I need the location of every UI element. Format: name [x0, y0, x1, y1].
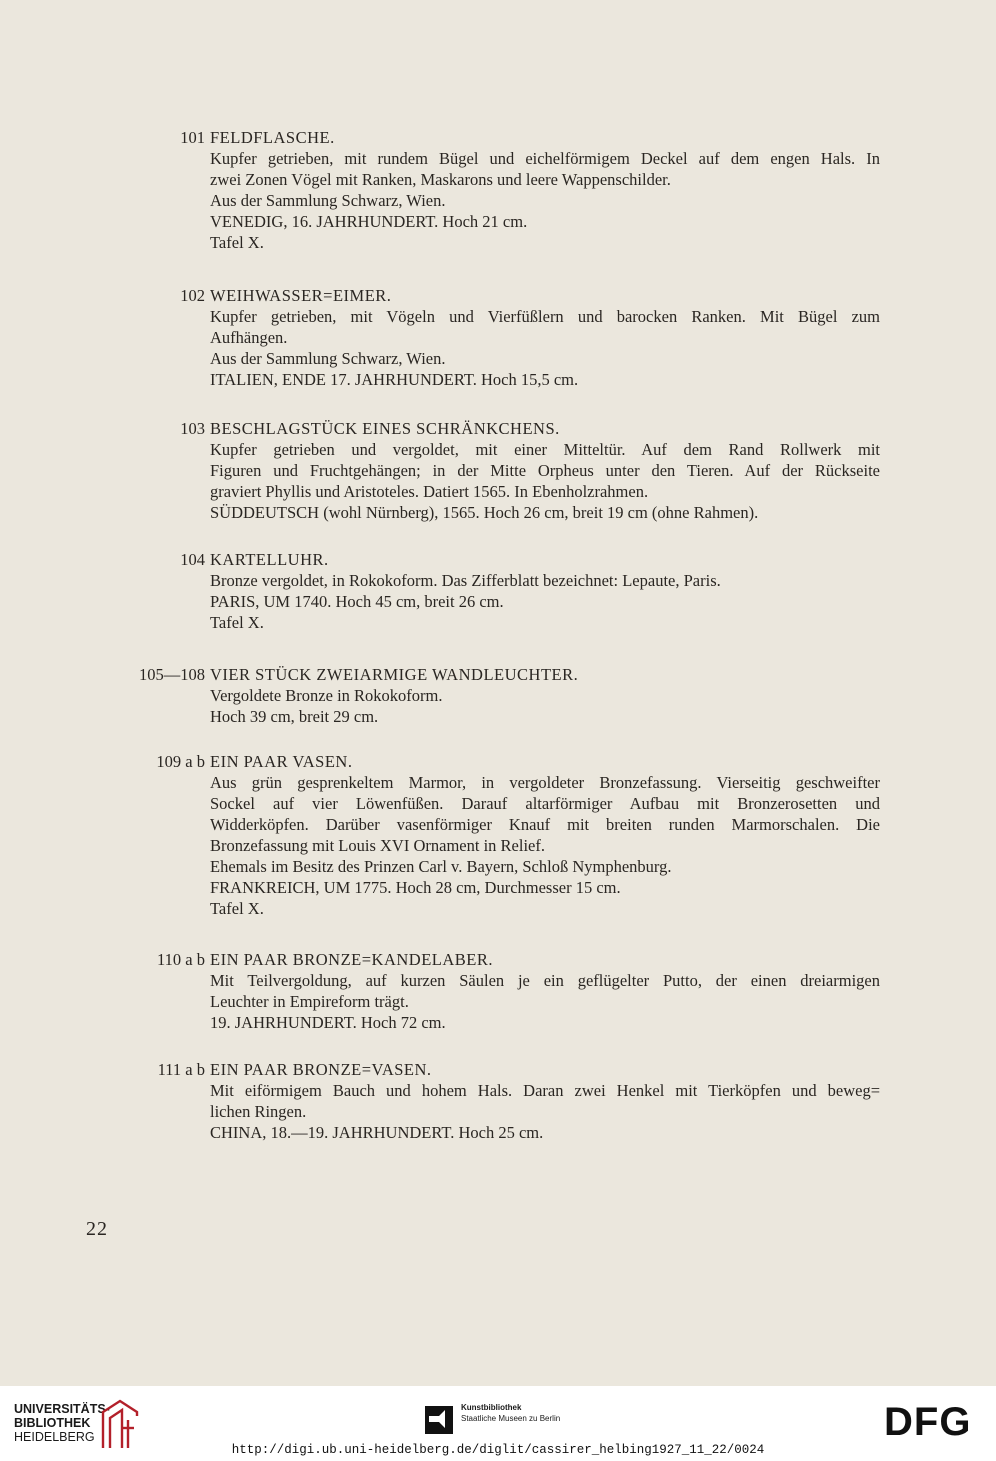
entry-line: Aufhängen.: [210, 328, 288, 347]
entry-line: 19. JAHRHUNDERT. Hoch 72 cm.: [210, 1013, 446, 1032]
entry-body: [210, 127, 880, 253]
entry-body: [210, 285, 880, 390]
entry-title: BESCHLAGSTÜCK EINES SCHRÄNKCHENS.: [210, 419, 560, 438]
ub-heidelberg-label[interactable]: [14, 1402, 110, 1444]
entry-line: Bronze vergoldet, in Rokokoform. Das Zifferblatt bezeichnet: Lepaute, Paris.: [210, 571, 721, 590]
entry-line: Aus der Sammlung Schwarz, Wien.: [210, 349, 446, 368]
ub-line-1: UNIVERSITÄTS-: [14, 1402, 110, 1416]
entry-line: Kupfer getrieben, mit rundem Bügel und eichelförmigem Deckel auf dem engen Hals. In: [210, 149, 880, 168]
entry-body: [210, 418, 880, 523]
entry-line: zwei Zonen Vögel mit Ranken, Maskarons und leere Wappenschilder.: [210, 170, 671, 189]
ub-line-2: BIBLIOTHEK: [14, 1416, 91, 1430]
entry-body: [210, 949, 880, 1033]
entry-line: graviert Phyllis und Aristoteles. Datiert 1565. In Ebenholzrahmen.: [210, 482, 649, 501]
entry-title: EIN PAAR BRONZE=VASEN.: [210, 1060, 432, 1079]
entry-line: Tafel X.: [210, 899, 264, 918]
entry-line: Widderköpfen. Darüber vasenförmiger Knauf mit breiten runden Marmorschalen. Die: [210, 815, 880, 834]
entry-line: Tafel X.: [210, 613, 264, 632]
entry-body: [210, 751, 880, 919]
entry-line: Bronzefassung mit Louis XVI Ornament in Relief.: [210, 836, 545, 855]
entry-line: Mit Teilvergoldung, auf kurzen Säulen je ein geflügelter Putto, der einen dreiarmigen: [210, 971, 880, 990]
entry-line: Kupfer getrieben, mit Vögeln und Vierfüßlern und barocken Ranken. Mit Bügel zum: [210, 307, 880, 326]
entry-line: Kupfer getrieben und vergoldet, mit einer Mitteltür. Auf dem Rand Rollwerk mit: [210, 440, 880, 459]
entry-title: EIN PAAR BRONZE=KANDELABER.: [210, 950, 493, 969]
entry-body: [210, 549, 880, 633]
entry-line: Sockel auf vier Löwenfüßen. Darauf altarförmiger Aufbau mit Bronzerosetten und: [210, 794, 880, 813]
entry-line: VENEDIG, 16. JAHRHUNDERT. Hoch 21 cm.: [210, 212, 528, 231]
entry-line: Hoch 39 cm, breit 29 cm.: [210, 707, 379, 726]
entry-title: FELDFLASCHE.: [210, 128, 335, 147]
entry-line: FRANKREICH, UM 1775. Hoch 28 cm, Durchmesser 15 cm.: [210, 878, 621, 897]
entry-line: Figuren und Fruchtgehängen; in der Mitte Orpheus unter den Tieren. Auf der Rückseite: [210, 461, 880, 480]
entry-number: 101: [180, 128, 205, 147]
entry-number: 102: [180, 286, 205, 305]
entry-body: [210, 1059, 880, 1143]
entry-number: 104: [180, 550, 205, 569]
entry-body: [210, 664, 880, 727]
kb-line-2: Staatliche Museen zu Berlin: [461, 1414, 561, 1423]
dfg-logo[interactable]: DFG: [884, 1400, 972, 1444]
entry-line: SÜDDEUTSCH (wohl Nürnberg), 1565. Hoch 26 cm, breit 19 cm (ohne Rahmen).: [210, 503, 759, 522]
entry-number: 110 a b: [157, 950, 205, 969]
page-number: 22: [86, 1218, 108, 1240]
kb-line-1: Kunstbibliothek: [461, 1403, 522, 1412]
entry-number: 109 a b: [156, 752, 205, 771]
entry-title: WEIHWASSER=EIMER.: [210, 286, 392, 305]
entry-line: Aus der Sammlung Schwarz, Wien.: [210, 191, 446, 210]
entry-number: 105—108: [139, 665, 205, 684]
entry-line: Vergoldete Bronze in Rokokoform.: [210, 686, 443, 705]
entry-line: Tafel X.: [210, 233, 264, 252]
entry-line: Ehemals im Besitz des Prinzen Carl v. Bayern, Schloß Nymphenburg.: [210, 857, 672, 876]
permalink-url[interactable]: http://digi.ub.uni-heidelberg.de/diglit/cassirer_helbing1927_11_22/0024: [231, 1443, 765, 1457]
entry-title: VIER STÜCK ZWEIARMIGE WANDLEUCHTER.: [210, 665, 579, 684]
digitization-footer: [0, 1386, 996, 1461]
entry-line: Leuchter in Empireform trägt.: [210, 992, 409, 1011]
kunstbibliothek-logo-icon[interactable]: [425, 1406, 453, 1439]
entry-line: ITALIEN, ENDE 17. JAHRHUNDERT. Hoch 15,5 cm.: [210, 370, 579, 389]
entry-title: KARTELLUHR.: [210, 550, 329, 569]
ub-line-3: HEIDELBERG: [14, 1430, 95, 1444]
entry-number: 111 a b: [157, 1060, 205, 1079]
entry-line: Aus grün gesprenkeltem Marmor, in vergoldeter Bronzefassung. Vierseitig geschweifter: [210, 773, 880, 792]
entry-line: PARIS, UM 1740. Hoch 45 cm, breit 26 cm.: [210, 592, 504, 611]
entry-line: lichen Ringen.: [210, 1102, 307, 1121]
kunstbibliothek-label: [461, 1402, 560, 1424]
entry-line: Mit eiförmigem Bauch und hohem Hals. Daran zwei Henkel mit Tierköpfen und beweg=: [210, 1081, 880, 1100]
entry-title: EIN PAAR VASEN.: [210, 752, 353, 771]
entry-number: 103: [180, 419, 205, 438]
entry-line: CHINA, 18.—19. JAHRHUNDERT. Hoch 25 cm.: [210, 1123, 544, 1142]
